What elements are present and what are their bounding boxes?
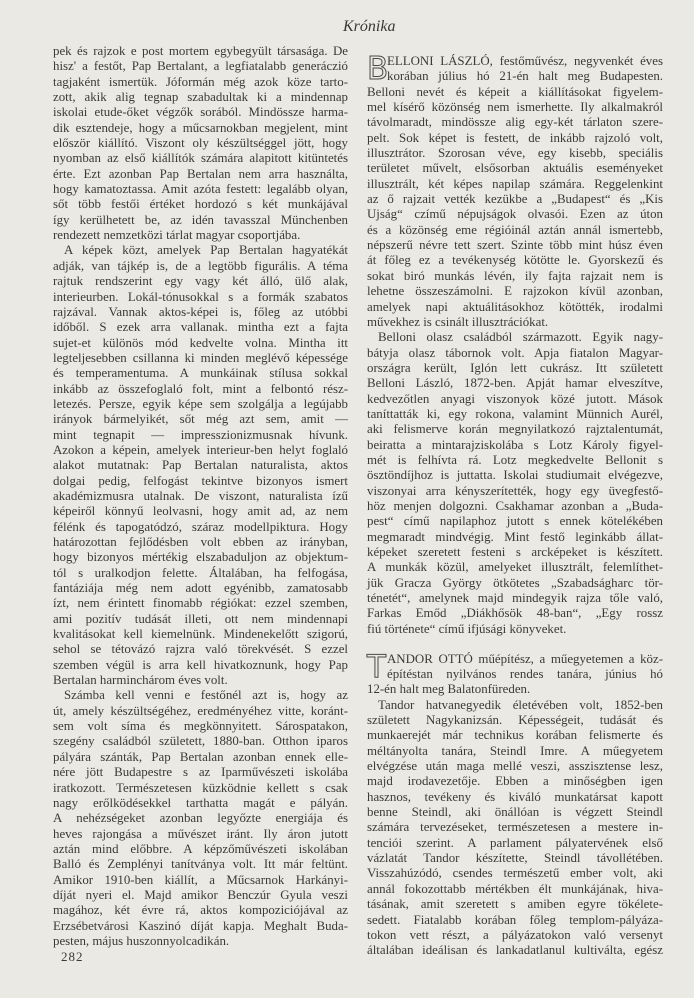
text-line: méltányolta tanára, Steindl Imre. A műegyetem <box>367 743 663 758</box>
text-line: művekhez is csinált illusztrációkat. <box>367 314 549 329</box>
text-line: és a közönség eme régióinál aztán annál ismertebb, <box>367 222 663 237</box>
text-line: hasznos, tevékeny és kiváló munkatársat kapott <box>367 789 663 804</box>
text-line: pesten, május huszonnyolcadikán. <box>53 933 230 948</box>
text-line: díját nyeri el. Majd amikor Benczúr Gyula veszi <box>53 887 348 902</box>
text-line: először kiállító. Viszont oly készültséggel jött, hogy <box>53 136 348 151</box>
text-line: inkább az összefoglaló folt, mint a felbontó rész- <box>53 381 348 396</box>
text-line: sedett. Fiatalabb korában főleg templom-pályáza- <box>367 912 663 927</box>
text-line: korában július hó 21-én halt meg Budapesten. <box>387 69 663 84</box>
text-line: határozottan fejlődésben volt ebben az irányban, <box>53 535 348 549</box>
text-line: út, amely készültségéhez, eredményéhez vitte, koránt- <box>53 703 348 718</box>
text-line: dik esztendeje, hogy a műcsarnokban megjelent, mint <box>53 120 348 135</box>
text-line: A képek közt, amelyek Pap Bertalan hagyatékát <box>64 243 348 258</box>
text-line: amelyek napi aktuálitásokhoz kötötték, irodalmi <box>367 299 663 314</box>
text-line: aki felismerve korán megnyilatkozó rajztalentumát, <box>367 422 663 437</box>
text-line: magához, két évre rá, aktos kompoziciójával az <box>53 903 348 918</box>
text-line: 12-én halt meg Balatonfüreden. <box>367 682 531 697</box>
text-line: időből. S ezek arra vallanak. mintha ezt a fajta <box>53 320 348 335</box>
text-line: nagy erőlködésekkel tarthatta magát e pályán. <box>53 795 348 810</box>
text-line: ANDOR OTTÓ műépítész, a műegyetemen a köz- <box>387 651 663 666</box>
text-line: így kerülhetett be, az idén tavasszal Münchenben <box>53 212 348 227</box>
text-line: ELLONI LÁSZLÓ, festőművész, negyvenkét éves <box>387 54 663 68</box>
text-line: rajtuk rendszerint egy vagy két álló, ülő alak, <box>53 274 348 289</box>
text-line: az ő rajzait vették kezükbe a „Budapest“ és „Kis <box>367 192 663 207</box>
left-column <box>53 44 348 965</box>
text-line: tól s uralkodjon felette. Általában, ha felfogása, <box>53 565 348 580</box>
text-line: mel kísérő közönség nem ismerhette. Ily alkalmakról <box>367 100 663 115</box>
text-line: heves rajongása a művészet iránt. Ily áron jutott <box>53 826 348 841</box>
text-line: át főleg ez a tevékenység kötötte le. Gyorskezű és <box>367 253 663 268</box>
text-line: Belloni olasz családból származott. Egyik nagy- <box>378 330 663 345</box>
text-line: aztán mind előbbre. A képzőművészeti iskolában <box>53 841 348 856</box>
text-line: félénk és tapogatódzó, száraz modellpiktura. Hogy <box>53 519 348 534</box>
paragraph <box>367 698 663 959</box>
text-line: beiratta a mintarajziskolába s Lotz Károly figyel- <box>367 437 663 452</box>
text-line: Ujság“ czímű népujságok olvasói. Ezen az úton <box>367 207 663 222</box>
text-line: született Nagykanizsán. Képességeit, tudását és <box>367 713 663 728</box>
text-line: mét is felhívta rá. Lotz megkedvelte Bellonit s <box>367 452 663 467</box>
text-line: akadémizmusra utalnak. De viszont, naturalista ízű <box>53 488 348 503</box>
text-line: mint tegnapit — impresszionizmusnak hívunk. <box>53 427 348 442</box>
text-line: höz menjen dolgozni. Csakhamar azonban a „Buda- <box>367 498 663 513</box>
drop-cap: B <box>367 51 389 87</box>
text-line: tokon vett részt, a pályázatokon való versenyt <box>367 927 663 942</box>
text-line: pelt. Sok képet is festett, de inkább rajzoló volt, <box>367 130 663 145</box>
paragraph <box>53 44 348 243</box>
paragraph <box>53 688 348 949</box>
text-line: lehetne összeszámolni. E rajzokon kívül azonban, <box>367 284 663 299</box>
paragraph <box>53 243 348 688</box>
text-line: nére jött Budapestre s az Iparművészeti iskolába <box>53 765 348 780</box>
text-line: iratkozott. Természetesen küzködnie kellett s csak <box>53 780 348 795</box>
text-line: érte. Ezt azonban Pap Bertalan nem arra használta, <box>53 166 348 181</box>
text-line: építéstan nyilvános rendes tanára, június hó <box>387 667 663 681</box>
right-column <box>367 51 663 959</box>
text-line: Visszahúzódó, csendes természetű ember volt, aki <box>367 866 663 881</box>
text-line: sokat biró munkás lévén, ily fajta rajzait nem is <box>367 268 663 283</box>
text-line: elvégzése után maga mellé veszi, asszisztense lesz, <box>367 759 663 774</box>
text-line: fantáziája még nem adott egyénibb, zamatosabb <box>53 581 348 596</box>
text-line: kvalitásokat kell kiemelnünk. Mindenekelőtt szigorú, <box>53 627 348 642</box>
text-line: Balló és Zemplényi tanítványa volt. Itt már feltünt. <box>53 857 348 872</box>
paragraph <box>367 51 663 330</box>
text-line: ösztöndíjhoz is juttatta. Iskolai studiumait elvégezve, <box>367 468 663 483</box>
text-line: pek és rajzok e post mortem egybegyült társasága. De <box>53 44 348 58</box>
text-line: tagjaként ismertük. Jóformán még azok köze tarto- <box>53 74 348 89</box>
text-line: Azokon a képein, amelyek interieur-ben helyt foglaló <box>53 442 348 457</box>
text-line: taníttatták ki, egy rokona, valamint Münnich Aurél, <box>367 406 663 421</box>
text-line: zott, akik alig tegnap szabadultak ki a mindennap <box>53 90 348 105</box>
text-line: Számba kell venni e festőnél azt is, hogy az <box>64 688 348 703</box>
running-title: Krónika <box>343 18 396 35</box>
text-line: szegény családból született, 1880-ban. Otthon iparos <box>53 734 348 749</box>
text-line: szemben végül is arra kell hivatkoznunk, hogy Pap <box>53 657 348 672</box>
text-line: Bertalan harminchárom éves volt. <box>53 673 228 688</box>
text-line: viszonyai arra kényszerítették, hogy egy üvegfestő- <box>367 483 663 498</box>
text-line: ízt, nem érintett finomabb régiókat: ezzel szemben, <box>53 596 348 611</box>
text-line: általában ideálisan és lankadatlanul kultiválta, egész <box>367 943 663 958</box>
obituary-article <box>367 648 663 959</box>
text-line: irányok bármelyikét, sőt még azt sem, amit — <box>53 412 348 427</box>
text-line: benne Steindl, aki önállóan is végzett Steindl <box>367 805 663 820</box>
text-line: területet művelt, elsősorban aktuális eseményeket <box>367 161 663 176</box>
text-line: vázlatát Tandor készítette, Steindl távollétében. <box>367 851 663 866</box>
text-line: kedvezőtlen anyagi viszonyok közé jutott. Mások <box>367 391 663 406</box>
text-line: dolgai pedig, felfogást tekintve bizonyos ismert <box>53 473 348 488</box>
text-line: bátyja olasz tábornok volt. Apja fiatalon Magyar- <box>367 345 663 360</box>
text-line: rajzával. Vannak aktos-képei is, főleg az utóbbi <box>53 304 348 319</box>
text-line: népszerű névre tett szert. Szinte több mint húsz éven <box>367 238 663 253</box>
text-line: alakot mutatnak: Pap Bertalan naturalista, aktos <box>53 458 348 473</box>
text-line: Belloni László, 1872-ben. Apját hamar elveszítve, <box>367 376 663 391</box>
paragraph <box>367 330 663 637</box>
text-line: interieurben. Lokál-tónusokkal s a formák szabatos <box>53 289 348 304</box>
obituary-article <box>367 51 663 637</box>
text-line: letezés. Persze, egyik képe sem szolgálja a legújabb <box>53 396 348 411</box>
text-line: pályára szánták, Pap Bertalan azonban ennek elle- <box>53 749 348 764</box>
text-line: majd irodavezetője. Ebben a minőségben igen <box>367 774 663 789</box>
text-line: képeket szeretett festeni s arcképeket is készített. <box>367 545 663 559</box>
text-line: ténetét“, amelynek majd mindegyik rajza tőle való, <box>367 591 663 606</box>
text-line: Erzsébetvárosi Kaszinó díját kapja. Meghalt Buda- <box>53 918 348 933</box>
text-line: adják, van tájkép is, de a legtöbb figurális. A téma <box>53 258 348 273</box>
text-line: sujet-et különös mód kedvelte volna. Mintha itt <box>53 335 348 350</box>
text-line: pest“ című napilaphoz jutott s ennek kötelékében <box>367 514 663 529</box>
drop-cap: T <box>367 648 386 685</box>
paragraph <box>367 648 663 698</box>
text-line: jük Gracza György ötkötetes „Szabadságharc tör- <box>367 575 663 590</box>
text-line: Amikor 1910-ben kiállít, a Műcsarnok Harkányi- <box>53 872 348 887</box>
text-line: sem volt síma és megkönnyitett. Sárospatakon, <box>53 719 348 734</box>
text-line: hogy kamatoztassa. Amit azóta festett: legalább olyan, <box>53 182 348 197</box>
text-line: Tandor hatvanegyedik életévében volt, 1852-ben <box>378 697 663 712</box>
text-line: A nehézségeket azonban legyőzte energiája és <box>53 811 348 826</box>
text-line: megmaradt mindvégig. Mint festő leginkább állat- <box>367 529 663 544</box>
text-line: nyomban az első kiállítók számára alapitott kitüntetés <box>53 151 348 166</box>
text-line: és temperamentuma. A munkáinak stílusa sokkal <box>53 366 348 381</box>
text-line: illusztrált, két képes napilap számára. Reggelenkint <box>367 176 663 191</box>
text-line: számára tervezéseket, természetesen a mestere in- <box>367 820 663 835</box>
text-line: iskolai etude-őket végzők sorából. Mindössze harma- <box>53 105 348 120</box>
text-line: A munkák közül, amelyeket illusztrált, felemlíthet- <box>367 560 663 575</box>
text-line: tenciói szerint. A parlament pályatervének első <box>367 835 663 850</box>
text-line: hogy bizonyos mértékig elszabaduljon az objektum- <box>53 550 348 565</box>
text-line: képeiről könnyű leolvasni, hogy amit ad, az nem <box>53 504 348 519</box>
text-line: annál fokozottabb mértékben élt munkájának, hiva- <box>367 881 663 896</box>
text-line: fiú története“ című ifjúsági könyveket. <box>367 621 567 636</box>
text-line: rendezett nemzetközi tárlat magyar csoportjába. <box>53 228 301 243</box>
text-line: Farkas Emőd „Diákhősök 48-ban“, „Egy rossz <box>367 606 663 621</box>
text-line: Belloni nevét és képeit a kiállításokat figyelem- <box>367 84 663 99</box>
text-line: munkaerejét már technikus korában felismerte és <box>367 728 663 743</box>
text-line: sehol se tétovázó rajzra való törekvését. S ezzel <box>53 642 348 657</box>
text-line: sőt több festői értéket hordozó s két munkájával <box>53 197 348 212</box>
text-line: országra került, Iglón lett cukrász. Itt született <box>367 360 663 375</box>
text-line: legteljesebben csillanna ki minden meglévő képessége <box>53 350 348 365</box>
text-line: ami pozitív tudását illeti, ott nem mindennapi <box>53 611 348 626</box>
page-number: 282 <box>61 949 84 965</box>
text-line: illusztrátor. Szorosan véve, egy kisebb, speciális <box>367 146 663 161</box>
text-line: hisz' a festőt, Pap Bertalant, a legfiatalabb generáczió <box>53 59 348 74</box>
text-line: távolmaradt, mindössze alig egy-két tárlaton szere- <box>367 115 663 130</box>
text-line: tásának, amit szeretett s amiben egyre tökélete- <box>367 897 663 912</box>
